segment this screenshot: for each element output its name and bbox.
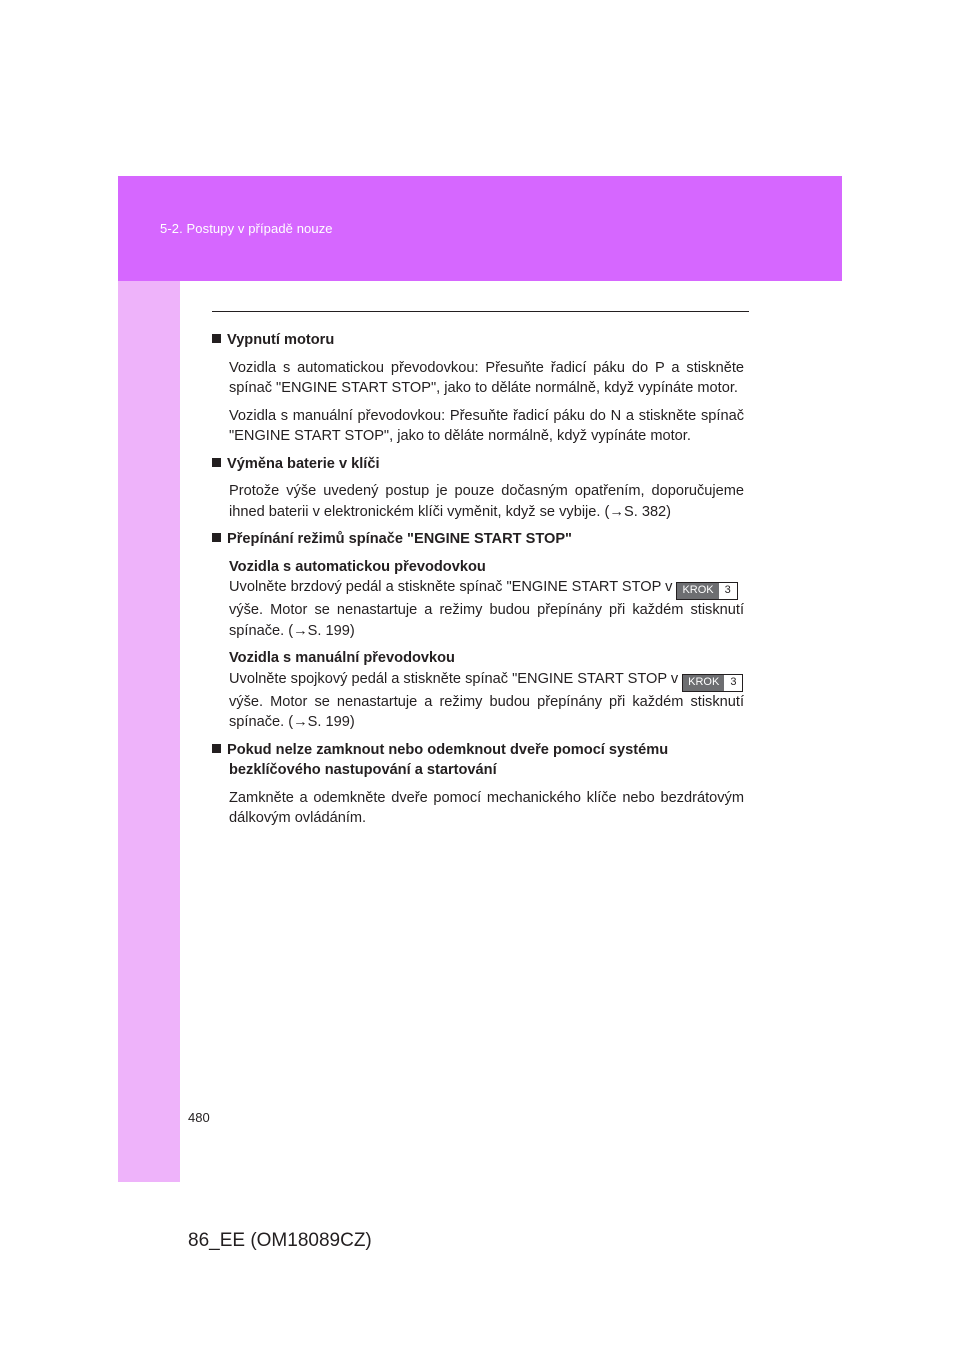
step-badge: KROK 3	[682, 674, 743, 692]
paragraph: Zamkněte a odemkněte dveře pomocí mechanického klíče nebo bezdrátovým dálkovým ovládáním.	[229, 789, 744, 826]
section-heading: Vypnutí motoru	[212, 330, 744, 351]
section-heading: Pokud nelze zamknout nebo odemknout dveře pomocí systému bezklíčového nastupování a startování	[212, 740, 744, 781]
paragraph: Uvolněte brzdový pedál a stiskněte spínač "ENGINE START STOP v KROK 3 výše. Motor se nenastartuje a režimy budou přepínány při každém stisknutí spínače. (→S. 199)	[229, 579, 744, 639]
paragraph: Protože výše uvedený postup je pouze dočasným opatřením, doporučujeme ihned baterii v elektronickém klíči vyměnit, když se vybije. (→S. 382)	[229, 483, 744, 520]
main-content	[212, 330, 744, 836]
paragraph: Uvolněte spojkový pedál a stiskněte spínač "ENGINE START STOP v KROK 3 výše. Motor se nenastartuje a režimy budou přepínány při každém stisknutí spínače. (→S. 199)	[229, 670, 744, 730]
paragraph: Vozidla s manuální převodovkou: Přesuňte řadicí páku do N a stiskněte spínač "ENGINE START STOP", jako to děláte normálně, když vypínáte motor.	[229, 407, 744, 444]
square-bullet-icon	[212, 334, 221, 343]
square-bullet-icon	[212, 533, 221, 542]
sidebar-strip	[118, 176, 180, 1182]
square-bullet-icon	[212, 744, 221, 753]
step-badge: KROK 3	[676, 582, 737, 600]
paragraph-line: Uvolněte brzdový pedál a stiskněte spínač "ENGINE START STOP v KROK 3	[229, 577, 744, 600]
section-heading: Výměna baterie v klíči	[212, 454, 744, 475]
paragraph-line: Uvolněte spojkový pedál a stiskněte spínač "ENGINE START STOP v KROK 3	[229, 669, 744, 692]
subheading: Vozidla s manuální převodovkou	[229, 650, 455, 666]
paragraph: Vozidla s automatickou převodovkou: Přesuňte řadicí páku do P a stiskněte spínač "ENGINE START STOP", jako to děláte normálně, když vypínáte motor.	[229, 359, 744, 396]
footer-code: 86_EE (OM18089CZ)	[188, 1230, 372, 1251]
section-label: 5-2. Postupy v případě nouze	[160, 221, 333, 236]
page-number: 480	[188, 1110, 210, 1125]
section-heading: Přepínání režimů spínače "ENGINE START STOP"	[212, 529, 744, 550]
subheading: Vozidla s automatickou převodovkou	[229, 558, 486, 575]
square-bullet-icon	[212, 458, 221, 467]
divider-rule	[212, 311, 749, 312]
